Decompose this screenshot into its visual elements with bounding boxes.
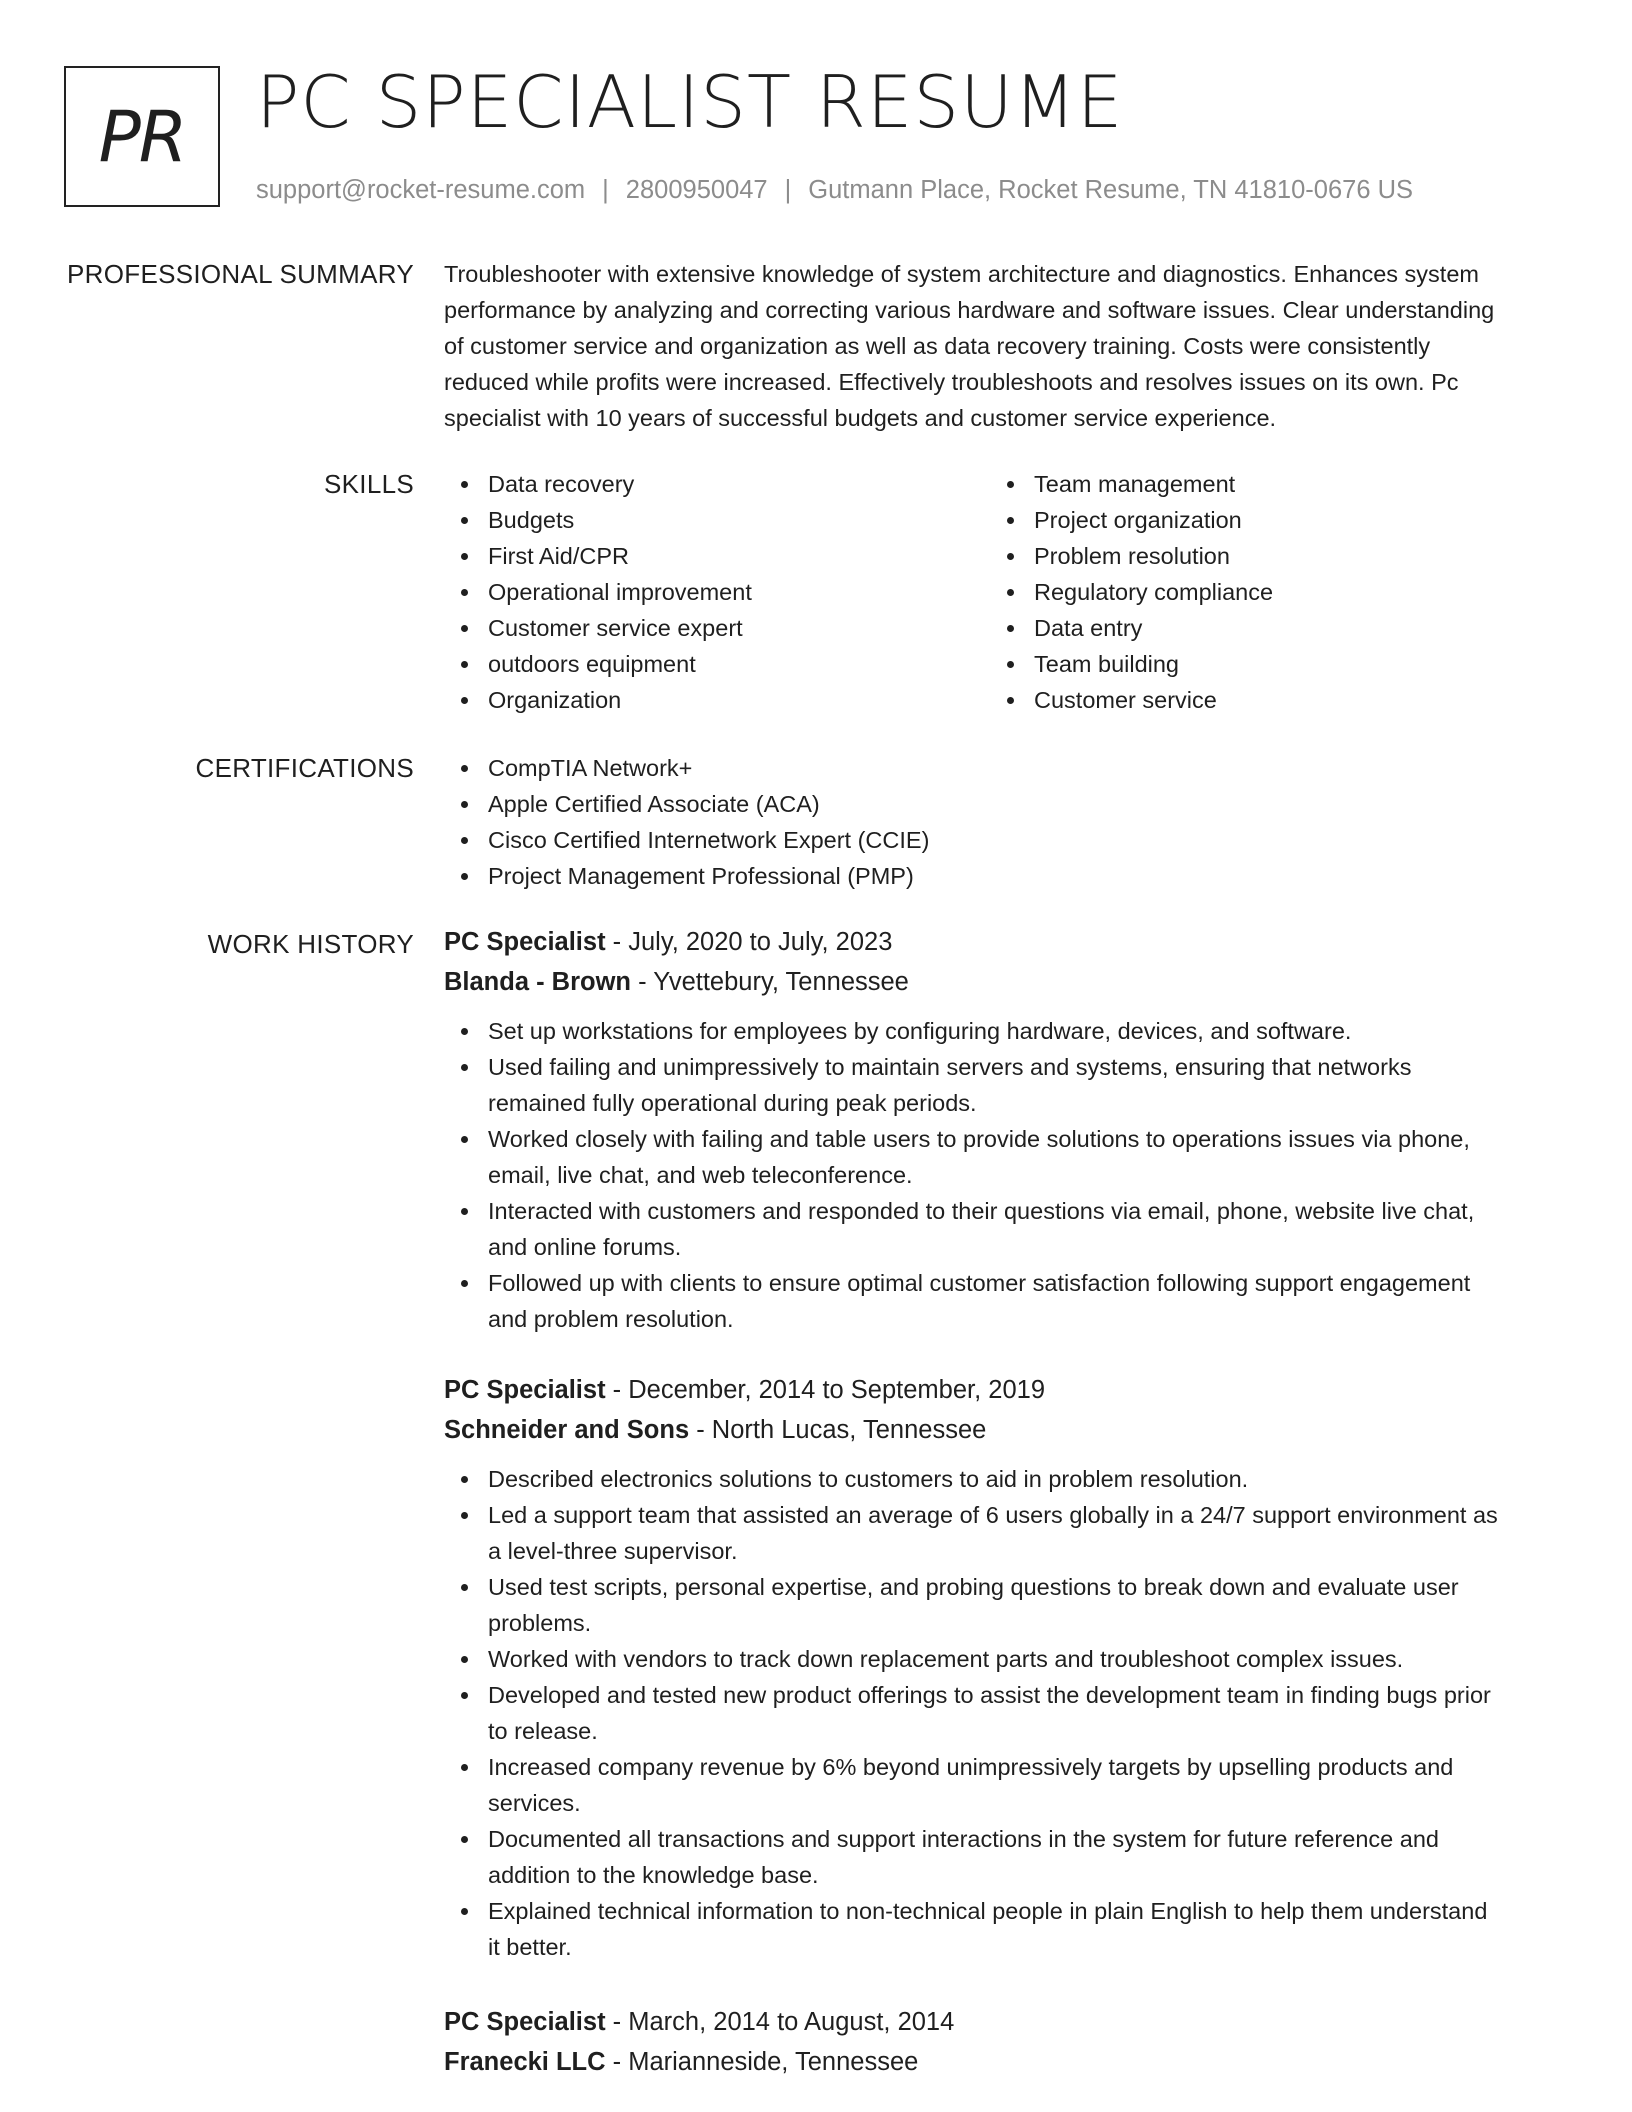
summary-line: reduced while profits were increased. Effectively troubleshoots and resolves issues on its own. Pc <box>444 369 1459 395</box>
job-title-line <box>444 922 1564 962</box>
summary-line: specialist with 10 years of successful budgets and customer service experience. <box>444 405 1277 431</box>
job-bullet: Led a support team that assisted an average of 6 users globally in a 24/7 support environment as a level-three supervisor. <box>444 1497 1564 1569</box>
job-title: PC Specialist <box>444 1376 606 1404</box>
job-bullet: Worked with vendors to track down replacement parts and troubleshoot complex issues. <box>444 1641 1564 1677</box>
job-company-line <box>444 962 1564 1002</box>
job-bullet: Followed up with clients to ensure optimal customer satisfaction following support engagement and problem resolution. <box>444 1265 1564 1337</box>
job-location: - Yvettebury, Tennessee <box>631 968 909 996</box>
job-title-line <box>444 1370 1564 1410</box>
skill-item: Customer service <box>990 682 1536 718</box>
job-bullet: Used failing and unimpressively to maintain servers and systems, ensuring that networks remained fully operational during peak periods. <box>444 1049 1564 1121</box>
skills-label: SKILLS <box>324 469 414 499</box>
job-bullets <box>444 1461 1564 1965</box>
summary-line: of customer service and organization as well as data recovery training. Costs were consistently <box>444 333 1431 359</box>
job-bullet: Increased company revenue by 6% beyond unimpressively targets by upselling products and services. <box>444 1749 1564 1821</box>
skill-item: Team management <box>990 466 1536 502</box>
contact-phone: 2800950047 <box>625 176 768 204</box>
job-bullet: Developed and tested new product offerings to assist the development team in finding bugs prior to release. <box>444 1677 1564 1749</box>
skill-item: Data entry <box>990 610 1536 646</box>
skill-item: Budgets <box>444 502 990 538</box>
contact-email: support@rocket-resume.com <box>256 176 586 204</box>
certification-item: Project Management Professional (PMP) <box>444 858 1564 894</box>
job-dates: - December, 2014 to September, 2019 <box>605 1376 1046 1404</box>
skill-item: Problem resolution <box>990 538 1536 574</box>
job-bullet: Set up workstations for employees by configuring hardware, devices, and software. <box>444 1013 1564 1049</box>
job-bullet: Described electronics solutions to customers to aid in problem resolution. <box>444 1461 1564 1497</box>
job-location: - Marianneside, Tennessee <box>605 2048 919 2076</box>
job-company: Franecki LLC <box>444 2048 606 2076</box>
skill-item: Project organization <box>990 502 1536 538</box>
job-dates: - July, 2020 to July, 2023 <box>605 928 893 956</box>
skills-column-1 <box>444 466 990 718</box>
contact-address: Gutmann Place, Rocket Resume, TN 41810-0676 US <box>808 176 1414 204</box>
job-title: PC Specialist <box>444 928 606 956</box>
skill-item: Organization <box>444 682 990 718</box>
monogram-box <box>64 66 220 207</box>
skill-item: Team building <box>990 646 1536 682</box>
job-entry <box>444 922 1564 1337</box>
skills-column-2 <box>990 466 1536 718</box>
skill-item: Customer service expert <box>444 610 990 646</box>
job-company: Schneider and Sons <box>444 1416 690 1444</box>
job-bullets <box>444 1013 1564 1337</box>
job-entry <box>444 2002 1564 2082</box>
certification-item: Cisco Certified Internetwork Expert (CCIE) <box>444 822 1564 858</box>
job-dates: - March, 2014 to August, 2014 <box>605 2008 955 2036</box>
certifications-label: CERTIFICATIONS <box>195 753 414 783</box>
contact-separator: | <box>602 176 609 204</box>
job-bullet: Used test scripts, personal expertise, and probing questions to break down and evaluate user problems. <box>444 1569 1564 1641</box>
skill-item: Data recovery <box>444 466 990 502</box>
contact-separator: | <box>784 176 792 204</box>
certifications-list <box>444 750 1564 894</box>
skill-item: outdoors equipment <box>444 646 990 682</box>
skill-item: Operational improvement <box>444 574 990 610</box>
skill-item: Regulatory compliance <box>990 574 1536 610</box>
job-company-line <box>444 2042 1564 2082</box>
job-bullet: Documented all transactions and support interactions in the system for future reference and addition to the knowledge base. <box>444 1821 1564 1893</box>
monogram-initials: PR <box>98 95 186 178</box>
summary-label: PROFESSIONAL SUMMARY <box>67 259 414 289</box>
skills-list <box>444 466 1564 718</box>
resume-title: PC SPECIALIST RESUME <box>256 60 1124 144</box>
summary-text <box>444 256 1564 436</box>
summary-line: Troubleshooter with extensive knowledge of system architecture and diagnostics. Enhances system <box>444 261 1479 287</box>
job-bullet: Interacted with customers and responded to their questions via email, phone, website live chat, and online forums. <box>444 1193 1564 1265</box>
work-history-label: WORK HISTORY <box>207 929 414 959</box>
skill-item: First Aid/CPR <box>444 538 990 574</box>
summary-line: performance by analyzing and correcting various hardware and software issues. Clear understanding <box>444 297 1495 323</box>
job-bullet: Worked closely with failing and table users to provide solutions to operations issues via phone, email, live chat, and web teleconference. <box>444 1121 1564 1193</box>
job-title: PC Specialist <box>444 2008 606 2036</box>
job-location: - North Lucas, Tennessee <box>689 1416 987 1444</box>
job-company-line <box>444 1410 1564 1450</box>
contact-line <box>256 172 1413 208</box>
job-title-line <box>444 2002 1564 2042</box>
job-bullet: Explained technical information to non-technical people in plain English to help them understand it better. <box>444 1893 1564 1965</box>
job-entry <box>444 1370 1564 1965</box>
certification-item: CompTIA Network+ <box>444 750 1564 786</box>
job-company: Blanda - Brown <box>444 968 632 996</box>
certification-item: Apple Certified Associate (ACA) <box>444 786 1564 822</box>
